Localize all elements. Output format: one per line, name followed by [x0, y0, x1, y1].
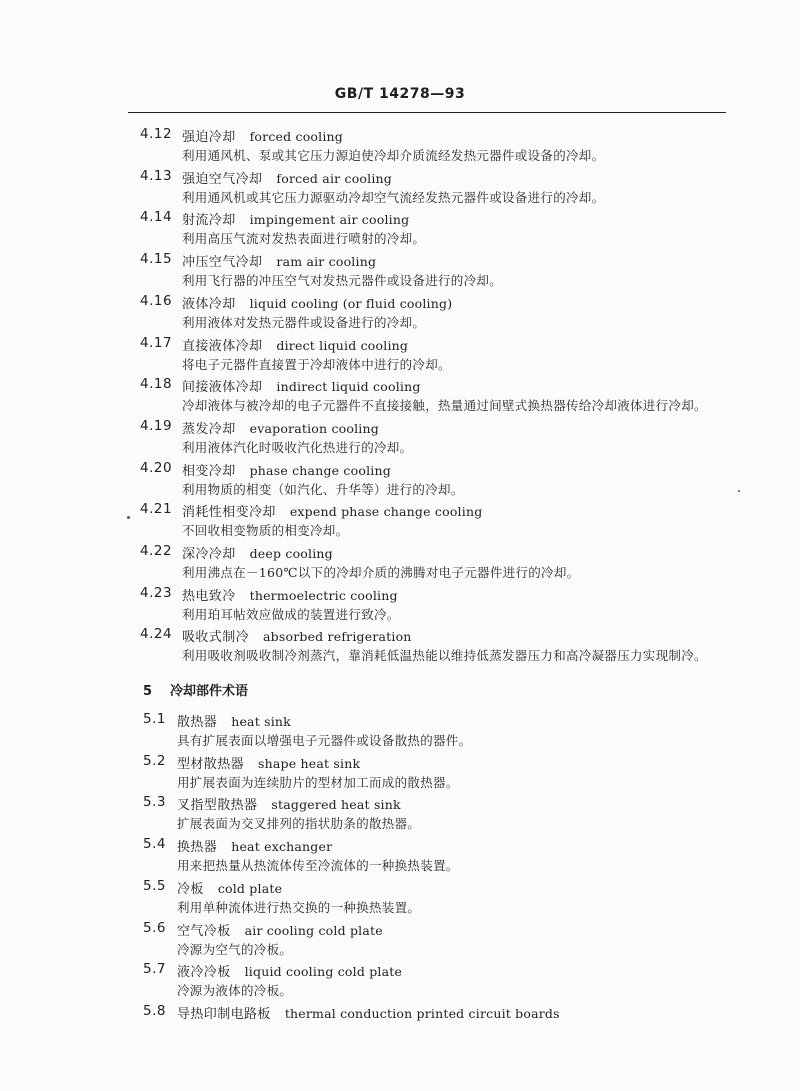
entry-number: 5.5 — [143, 877, 166, 894]
scan-speck — [738, 490, 740, 492]
term-chinese: 冷板 — [177, 881, 204, 897]
term-definition: 利用沸点在－160℃以下的冷却介质的沸腾对电子元器件进行的冷却。 — [182, 565, 580, 580]
entry-number: 5.1 — [143, 711, 166, 727]
entry-number: 4.17 — [140, 334, 173, 351]
term-definition: 用来把热量从热流体传至冷流体的一种换热装置。 — [177, 858, 459, 874]
entry-number: 4.20 — [140, 459, 173, 476]
term-definition: 将电子元器件直接置于冷却液体中进行的冷却。 — [182, 356, 451, 372]
standard-code-header: GB/T 14278—93 — [334, 86, 466, 102]
term-definition: 利用通风机、泵或其它压力源迫使冷却介质流经发热元器件或设备的冷却。 — [182, 148, 605, 163]
entry-number: 4.24 — [140, 626, 173, 643]
term-english: absorbed refrigeration — [263, 629, 412, 645]
term-definition: 不回收相变物质的相变冷却。 — [182, 523, 349, 539]
entry-number: 4.19 — [140, 417, 173, 434]
term-chinese: 强迫冷却 — [182, 130, 236, 145]
section-heading — [143, 680, 248, 699]
term-line — [182, 376, 421, 395]
term-chinese: 型材散热器 — [177, 756, 245, 772]
term-english: forced cooling — [249, 129, 344, 144]
term-english: cold plate — [217, 880, 283, 896]
term-chinese: 射流冷却 — [182, 213, 236, 229]
term-chinese: 吸收式制冷 — [182, 630, 250, 646]
term-chinese: 间接液体冷却 — [182, 380, 263, 396]
term-english: staggered heat sink — [271, 797, 401, 813]
entry-number: 4.21 — [140, 501, 173, 518]
term-line — [177, 920, 383, 939]
term-line — [182, 335, 408, 354]
term-line — [182, 501, 482, 520]
term-line — [182, 460, 391, 479]
term-line — [182, 543, 333, 562]
term-english: liquid cooling (or fluid cooling) — [249, 295, 453, 311]
term-line — [177, 878, 282, 897]
entry-number: 5.7 — [143, 961, 166, 978]
entry-number: 4.22 — [140, 543, 173, 559]
entry-number: 4.23 — [140, 584, 173, 601]
term-line — [177, 711, 291, 730]
entry-number: 5.2 — [143, 752, 166, 769]
entry-number: 5.3 — [143, 794, 166, 811]
term-english: thermal conduction printed circuit boards — [284, 1005, 560, 1021]
term-chinese: 导热印制电路板 — [177, 1006, 271, 1022]
term-chinese: 液冷冷板 — [177, 965, 231, 981]
term-definition: 具有扩展表面以增强电子元器件或设备散热的器件。 — [177, 733, 472, 748]
term-line — [177, 836, 332, 855]
term-definition: 冷源为液体的冷板。 — [177, 983, 293, 999]
term-english: heat sink — [231, 714, 291, 729]
term-english: direct liquid cooling — [276, 337, 409, 353]
term-english: deep cooling — [249, 546, 333, 561]
term-chinese: 热电致冷 — [182, 588, 236, 604]
term-line — [182, 209, 409, 228]
term-chinese: 液体冷却 — [182, 296, 236, 312]
term-chinese: 冲压空气冷却 — [182, 255, 263, 271]
term-definition: 利用液体对发热元器件或设备进行的冷却。 — [182, 314, 426, 330]
term-line — [177, 794, 401, 813]
term-line — [177, 961, 402, 980]
term-chinese: 蒸发冷却 — [182, 421, 236, 437]
section-title: 冷却部件术语 — [170, 684, 249, 699]
term-chinese: 叉指型散热器 — [177, 798, 258, 814]
entry-number: 4.16 — [140, 292, 173, 309]
term-definition: 利用高压气流对发热表面进行喷射的冷却。 — [182, 231, 426, 247]
term-line — [177, 1003, 560, 1022]
term-definition: 用扩展表面为连续肋片的型材加工而成的散热器。 — [177, 774, 459, 790]
term-chinese: 空气冷板 — [177, 923, 231, 939]
term-definition: 利用通风机或其它压力源驱动冷却空气流经发热元器件或设备进行的冷却。 — [182, 189, 605, 205]
term-english: indirect liquid cooling — [276, 379, 421, 395]
entry-number: 4.12 — [140, 126, 173, 142]
term-line — [182, 585, 398, 604]
term-line — [182, 126, 343, 145]
term-definition: 冷却液体与被冷却的电子元器件不直接接触，热量通过间壁式换热器传给冷却液体进行冷却。 — [182, 398, 707, 414]
entry-number: 5.6 — [143, 919, 166, 936]
term-line — [182, 293, 452, 312]
term-line — [182, 626, 412, 645]
entry-number: 4.15 — [140, 251, 173, 268]
term-definition: 利用物质的相变（如汽化、升华等）进行的冷却。 — [182, 481, 464, 497]
term-definition: 冷源为空气的冷板。 — [177, 941, 293, 957]
term-line — [182, 168, 392, 187]
term-definition: 利用单种流体进行热交换的一种换热装置。 — [177, 899, 421, 915]
term-english: ram air cooling — [276, 254, 377, 270]
term-chinese: 直接液体冷却 — [182, 338, 263, 354]
term-line — [177, 753, 360, 772]
term-english: forced air cooling — [276, 170, 393, 186]
entry-number: 5.4 — [143, 836, 166, 853]
entry-number: 5.8 — [143, 1002, 166, 1019]
term-chinese: 消耗性相变冷却 — [182, 505, 276, 521]
term-line — [182, 251, 376, 270]
term-chinese: 换热器 — [177, 840, 218, 856]
term-definition: 利用液体汽化时吸收汽化热进行的冷却。 — [182, 439, 413, 455]
entry-number: 4.14 — [140, 209, 173, 226]
term-chinese: 相变冷却 — [182, 463, 236, 479]
term-definition: 利用飞行器的冲压空气对发热元器件或设备进行的冷却。 — [182, 273, 503, 289]
term-english: heat exchanger — [231, 839, 333, 855]
term-chinese: 强迫空气冷却 — [182, 171, 263, 187]
term-line — [182, 418, 379, 437]
term-definition: 扩展表面为交叉排列的指状肋条的散热器。 — [177, 816, 421, 832]
term-chinese: 深冷冷却 — [182, 547, 236, 562]
term-english: impingement air cooling — [249, 212, 410, 228]
term-english: evaporation cooling — [249, 420, 379, 436]
header-rule — [128, 112, 726, 113]
section-number: 5 — [143, 684, 153, 699]
term-english: liquid cooling cold plate — [244, 964, 403, 980]
term-definition: 利用珀耳帖效应做成的装置进行致冷。 — [182, 606, 400, 622]
entry-number: 4.13 — [140, 167, 173, 184]
term-english: shape heat sink — [258, 755, 361, 771]
term-english: phase change cooling — [249, 462, 391, 478]
term-definition: 利用吸收剂吸收制冷剂蒸汽，靠消耗低温热能以维持低蒸发器压力和高冷凝器压力实现制冷。 — [182, 648, 707, 664]
term-english: expend phase change cooling — [289, 504, 483, 520]
term-english: thermoelectric cooling — [249, 587, 398, 603]
entry-number: 4.18 — [140, 376, 173, 393]
scan-speck — [127, 516, 130, 519]
term-chinese: 散热器 — [177, 715, 218, 730]
term-english: air cooling cold plate — [244, 922, 383, 938]
